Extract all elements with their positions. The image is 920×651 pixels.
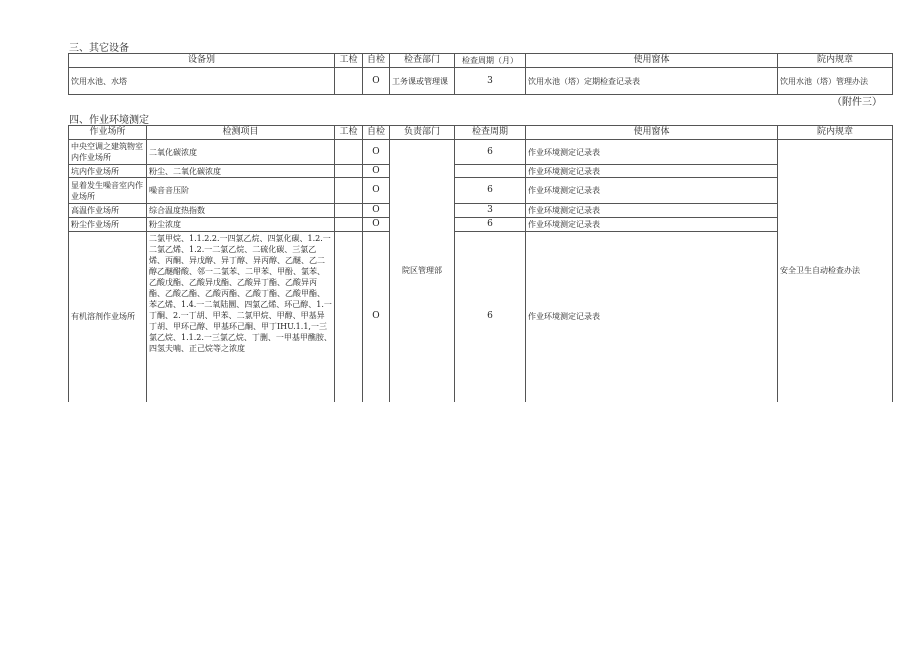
cell-place: 有机溶剂作业场所 [69, 232, 147, 402]
cell-item: 粉尘、二氧化碳浓度 [147, 165, 335, 178]
cell-period: 3 [455, 68, 526, 95]
cell-rule: 饮用水池（塔）管理办法 [778, 68, 893, 95]
section4-table [68, 125, 893, 402]
cell-self-check: O [363, 140, 390, 165]
cell-place: 显着发生噪音室内作业场所 [69, 178, 147, 204]
header-department: 负责部门 [390, 126, 455, 140]
section4-title: 四、作业环境测定 [69, 115, 149, 126]
cell-worker-check [335, 204, 363, 218]
table-row [69, 178, 893, 204]
header-department: 检查部门 [390, 54, 455, 68]
cell-self-check: O [363, 204, 390, 218]
cell-self-check: O [363, 178, 390, 204]
header-rule: 院内规章 [778, 126, 893, 140]
table-row [69, 140, 893, 165]
cell-worker-check [335, 232, 363, 402]
cell-place: 中央空调之建筑物室内作业场所 [69, 140, 147, 165]
section3-title: 三、其它设备 [69, 43, 129, 54]
cell-item: 二氯甲烷、1.1.2.2.一四氯乙烷、四氯化碳、1.2.一二氯乙烯、1.2.一二氯乙烷、二硫化碳、三氯乙烯、丙酮、异戊醇、异丁醇、异丙醇、乙醚、乙二醇乙醚醋酸、邻一二氯苯、二甲苯、甲酚、氯苯、乙酸戊酯、乙酸异戊酯、乙酸异丁酯、乙酸异丙酯、乙酸乙酯、乙酸丙酯、乙酸丁酯、乙酸甲酯、苯乙烯、1.4.一二氧陆圜、四氯乙烯、环己醇、1.一丁酮、2.一丁胡、甲苯、二氯甲烷、甲醇、甲基异丁胡、甲环己醇、甲基环己酮、甲丁IHU.1.1,一三氯乙烷、1.1.2.一三氯乙烷、丁删、一甲基甲醮胺、四氢夫喃、正己烷等之浓度 [147, 232, 335, 402]
cell-self-check: O [363, 68, 390, 95]
cell-item: 粉尘浓度 [147, 218, 335, 232]
cell-form: 作业环境测定记录表 [526, 218, 778, 232]
header-rule: 院内规章 [778, 54, 893, 68]
table-row [69, 204, 893, 218]
cell-rule: 安全卫生自动检查办法 [778, 140, 893, 402]
cell-self-check: O [363, 232, 390, 402]
section4-header-row [69, 126, 893, 140]
cell-form: 作业环境测定记录表 [526, 204, 778, 218]
cell-item: 噪音音压阶 [147, 178, 335, 204]
header-form: 使用窗体 [526, 54, 778, 68]
header-form: 使用窗体 [526, 126, 778, 140]
cell-form: 饮用水池（塔）定期检查记录表 [526, 68, 778, 95]
section3-row [69, 68, 893, 95]
cell-period: 3 [455, 204, 526, 218]
table-row [69, 232, 893, 402]
cell-department: 院区管理部 [390, 140, 455, 402]
cell-worker-check [335, 178, 363, 204]
cell-department: 工务课或管理课 [390, 68, 455, 95]
cell-self-check: O [363, 218, 390, 232]
table-row [69, 218, 893, 232]
cell-period [455, 165, 526, 178]
section3-header-row [69, 54, 893, 68]
cell-period: 6 [455, 178, 526, 204]
cell-form: 作业环境测定记录表 [526, 178, 778, 204]
header-worker-check: 工检 [335, 126, 363, 140]
cell-form: 作业环境测定记录表 [526, 232, 778, 402]
cell-worker-check [335, 140, 363, 165]
cell-worker-check [335, 165, 363, 178]
attachment-label: （附件三） [832, 97, 882, 108]
table-row [69, 165, 893, 178]
cell-place: 坑内作业场所 [69, 165, 147, 178]
cell-form: 作业环境测定记录表 [526, 140, 778, 165]
header-item: 检测项目 [147, 126, 335, 140]
cell-period: 6 [455, 140, 526, 165]
header-place: 作业场所 [69, 126, 147, 140]
cell-period: 6 [455, 232, 526, 402]
header-period: 检查周期（月） [455, 54, 526, 68]
header-self-check: 自检 [363, 54, 390, 68]
cell-place: 粉尘作业场所 [69, 218, 147, 232]
cell-period: 6 [455, 218, 526, 232]
header-worker-check: 工检 [335, 54, 363, 68]
cell-worker-check [335, 218, 363, 232]
cell-item: 二氧化碳浓度 [147, 140, 335, 165]
cell-form: 作业环境测定记录表 [526, 165, 778, 178]
cell-item: 综合温度热指数 [147, 204, 335, 218]
header-self-check: 自检 [363, 126, 390, 140]
cell-equipment: 饮用水池、水塔 [69, 68, 335, 95]
header-period: 检查周期 [455, 126, 526, 140]
cell-self-check: O [363, 165, 390, 178]
section3-table [68, 53, 893, 95]
cell-place: 高温作业场所 [69, 204, 147, 218]
header-equipment: 设备别 [69, 54, 335, 68]
cell-worker-check [335, 68, 363, 95]
